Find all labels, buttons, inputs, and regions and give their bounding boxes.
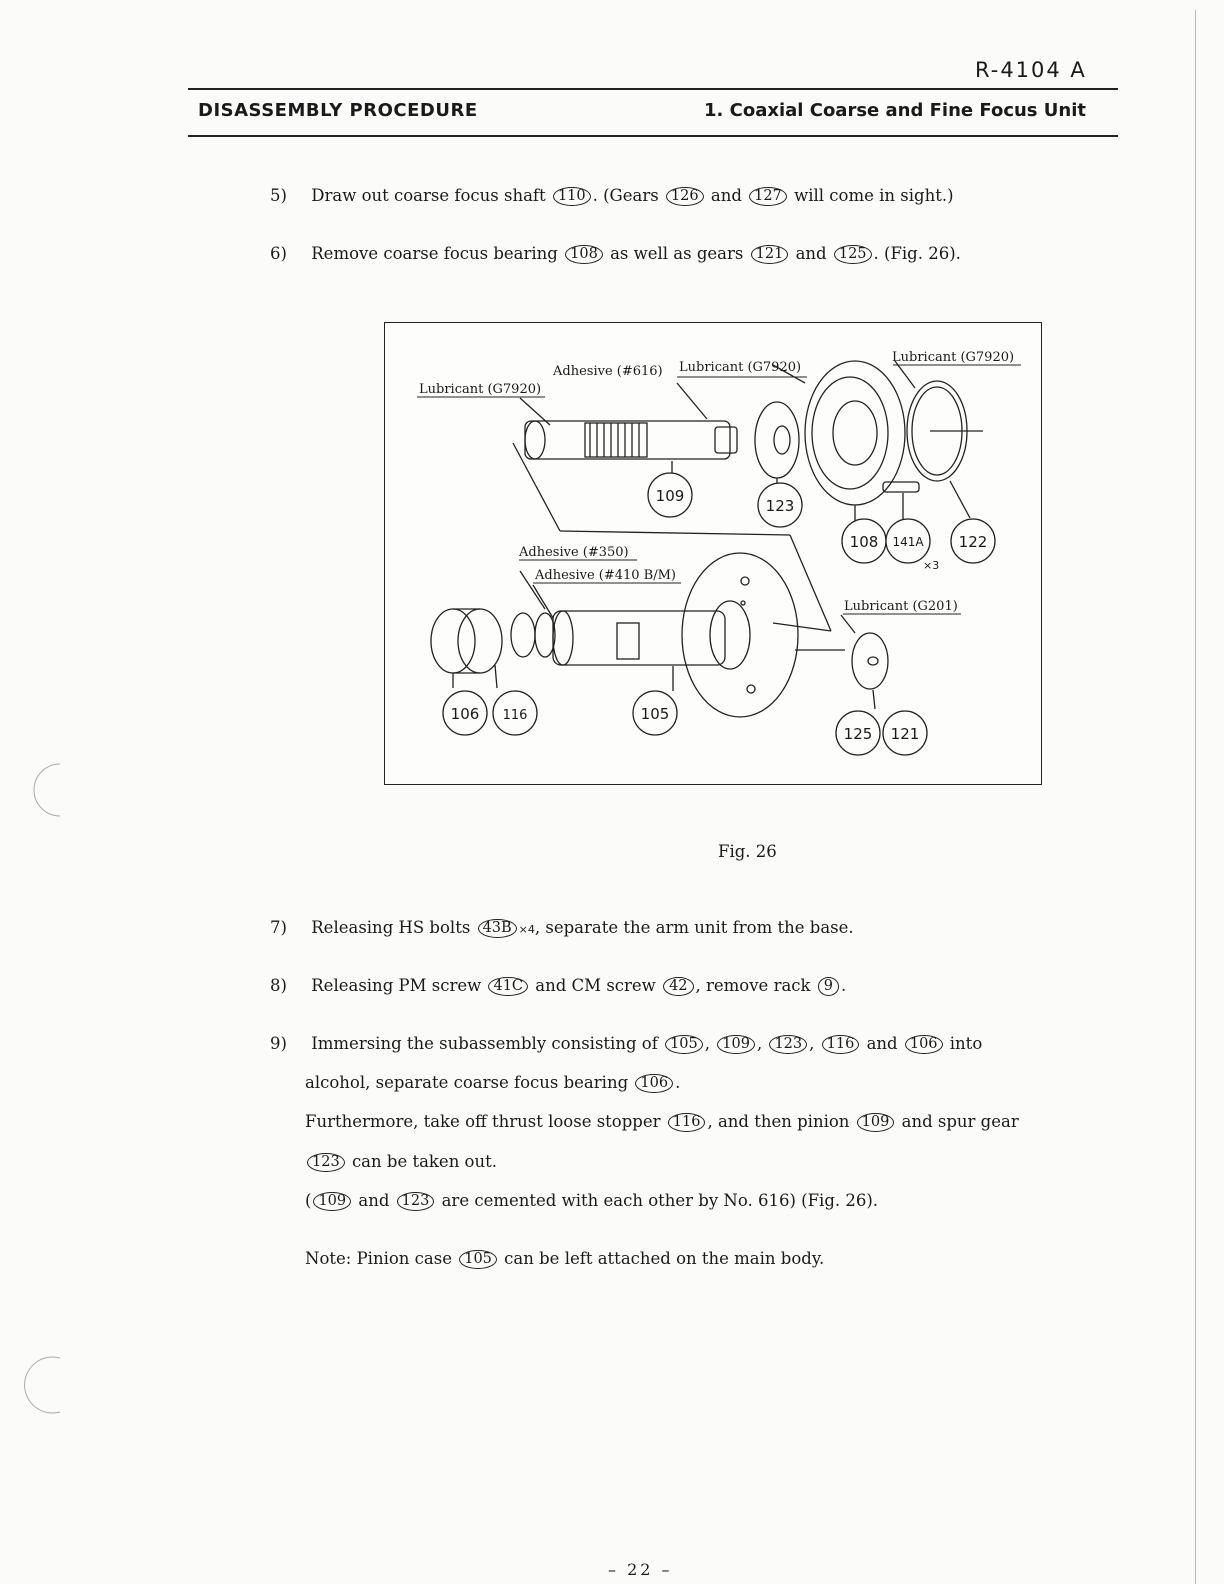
part-ref: 121 [751,245,789,264]
callout-106: 106 [450,705,480,723]
label-adhesive-410: Adhesive (#410 B/M) [535,568,677,583]
step-text: . (Fig. 26). [873,244,961,263]
part-ref: 106 [635,1074,673,1093]
step-text: can be taken out. [351,1152,497,1171]
step-7 [270,918,854,940]
note-text: can be left attached on the main body. [504,1249,825,1268]
step-8 [270,976,846,996]
note-label: Note: [305,1249,352,1268]
multiplier: ×4 [518,923,535,936]
binder-hole-bottom [20,1350,70,1420]
subsection-title: 1. Coaxial Coarse and Fine Focus Unit [704,100,1086,121]
part-ref: 123 [307,1153,345,1172]
gear-125 [852,633,888,689]
step-number: 8) [270,976,287,995]
step-text: . [841,976,847,995]
step-text: Draw out coarse focus shaft [311,186,546,205]
part-ref: 108 [565,245,603,264]
step-text: and CM screw [535,976,656,995]
document-number: R-4104 A [975,58,1087,82]
housing-flange [682,553,798,717]
step-text: will come in sight.) [794,186,954,205]
step-text: and [358,1191,390,1210]
step-number: 6) [270,244,287,263]
step-9-line-2 [305,1073,680,1093]
part-ref: 42 [663,977,693,996]
label-lubricant-1: Lubricant (G7920) [419,382,542,397]
header-rule-bottom [188,135,1118,137]
step-text: are cemented with each other by No. 616) (Fig. 26). [441,1191,879,1210]
part-ref: 116 [668,1113,706,1132]
part-ref: 109 [857,1113,895,1132]
step-text: and spur gear [901,1112,1019,1131]
step-text: . [675,1073,681,1092]
step-9: 9) Immersing the subassembly consisting of 105 , 109 , 123 , 116 and 106 into [270,1034,983,1053]
label-adhesive-350: Adhesive (#350) [519,545,629,560]
note-text: Pinion case [356,1249,452,1268]
page-number: – 22 – [608,1560,673,1579]
step-text: , remove rack [695,976,811,995]
part-ref: 109 [313,1192,351,1211]
part-ref: 105 [665,1035,703,1054]
page-edge-line [1195,10,1196,1584]
callout-116: 116 [502,708,528,723]
part-ref: 127 [749,187,787,206]
callout-125: 125 [843,725,873,743]
callout-123: 123 [765,497,795,515]
coarse-focus-shaft [525,421,730,459]
callout-121: 121 [890,725,920,743]
header-rule-top [188,88,1118,90]
shaft-end [525,421,545,459]
label-lubricant-4: Lubricant (G201) [844,599,958,614]
step-text: Furthermore, take off thrust loose stopper [305,1112,661,1131]
step-number: 7) [270,918,287,937]
step-text: and [866,1034,898,1053]
step-6 [270,244,961,264]
callout-122: 122 [958,533,988,551]
step-text: Releasing PM screw [311,976,482,995]
part-ref: 106 [905,1035,943,1054]
step-text: Remove coarse focus bearing [311,244,558,263]
callout-141A: 141A [892,535,924,549]
part-ref: 123 [769,1035,807,1054]
label-lubricant-2: Lubricant (G7920) [679,360,802,375]
part-ref: 9 [818,977,839,996]
part-ref: 110 [553,187,591,206]
part-ref: 105 [459,1250,497,1269]
step-9-line-3 [305,1112,1019,1132]
step-9-line-4 [305,1152,497,1172]
note [305,1249,824,1269]
step-text: , and then pinion [707,1112,850,1131]
step-9-line-5 [305,1191,878,1211]
callout-105: 105 [640,705,670,723]
part-ref: 125 [834,245,872,264]
section-title: DISASSEMBLY PROCEDURE [198,100,478,121]
stopper-116 [511,613,535,657]
spur-gear-123 [755,402,799,478]
part-ref: 109 [717,1035,755,1054]
step-text: into [949,1034,983,1053]
part-ref: 41C [488,977,528,996]
step-number: 5) [270,186,287,205]
step-text: and [710,186,742,205]
step-number: 9) [270,1034,287,1053]
part-ref: 116 [822,1035,860,1054]
step-text: Releasing HS bolts [311,918,471,937]
part-ref: 126 [666,187,704,206]
step-text: ( [305,1191,312,1210]
pinion-109 [585,423,647,457]
label-adhesive-616: Adhesive (#616) [553,364,663,379]
step-text: Immersing the subassembly consisting of [311,1034,658,1053]
step-text: alcohol, separate coarse focus bearing [305,1073,629,1092]
callout-108: 108 [849,533,879,551]
step-text: and [795,244,827,263]
figure-caption: Fig. 26 [718,842,777,861]
part-ref: 123 [397,1192,435,1211]
step-5 [270,186,954,206]
part-ref: 43B [478,919,517,938]
figure-26 [384,322,1042,785]
bearing-108 [805,361,905,505]
callout-109: 109 [655,487,685,505]
label-times-3: ×3 [923,559,940,572]
binder-hole-top [20,760,70,820]
step-text: as well as gears [610,244,744,263]
exploded-view-diagram [385,323,1041,784]
label-lubricant-3: Lubricant (G7920) [892,350,1015,365]
step-text: . (Gears [592,186,659,205]
bearing-106 [431,609,475,673]
step-text: , separate the arm unit from the base. [534,918,854,937]
